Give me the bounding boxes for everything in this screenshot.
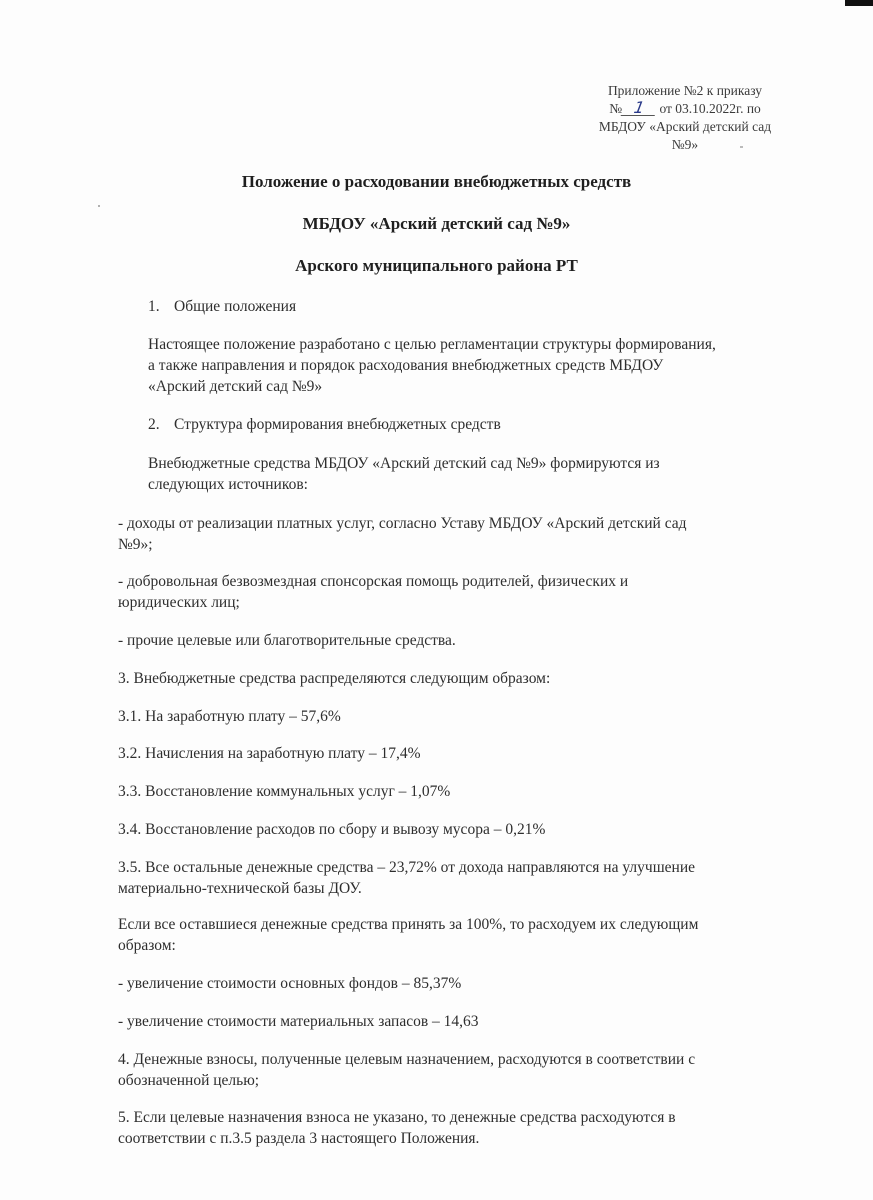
source-item-3: - прочие целевые или благотворительные средства. — [118, 632, 456, 649]
section-2-heading — [148, 414, 501, 435]
section-2-text-line: Внебюджетные средства МБДОУ «Арский детский сад №9» формируются из — [148, 455, 660, 472]
appendix-line-1: Приложение №2 к приказу — [607, 83, 763, 98]
section-heading-text: Структура формирования внебюджетных средств — [174, 416, 501, 433]
order-number-prefix: № — [609, 101, 623, 116]
section-1-text-line: «Арский детский сад №9» — [148, 378, 323, 395]
section-4-line: обозначенной целью; — [118, 1072, 260, 1089]
document-title-org: МБДОУ «Арский детский сад №9» — [302, 214, 571, 233]
appendix-note — [560, 82, 810, 154]
section-5-line: соответствии с п.3.5 раздела 3 настоящего Положения. — [118, 1130, 480, 1147]
document-title-region: Арского муниципального района РТ — [295, 256, 578, 275]
remaining-funds-item-fixed-assets: - увеличение стоимости основных фондов – 85,37% — [118, 975, 462, 992]
section-number: 2. — [148, 416, 160, 433]
source-item-1-line: №9»; — [118, 536, 153, 553]
distribution-item-3-5-line: 3.5. Все остальные денежные средства – 23,72% от дохода направляются на улучшение — [118, 859, 695, 876]
section-1-text-line: Настоящее положение разработано с целью регламентации структуры формирования, — [148, 336, 716, 353]
section-number: 1. — [148, 298, 160, 315]
handwritten-order-number: 1 — [621, 101, 658, 116]
section-4-line: 4. Денежные взносы, полученные целевым назначением, расходуются в соответствии с — [118, 1051, 696, 1068]
section-3-heading: 3. Внебюджетные средства распределяются следующим образом: — [118, 670, 551, 687]
section-1-text-line: а также направления и порядок расходования внебюджетных средств МБДОУ — [148, 357, 664, 374]
distribution-item-3-3: 3.3. Восстановление коммунальных услуг – 1,07% — [118, 783, 451, 800]
remaining-funds-item-inventory: - увеличение стоимости материальных запасов – 14,63 — [118, 1013, 479, 1030]
scan-corner-mark — [845, 0, 873, 6]
appendix-line-3: МБДОУ «Арский детский сад — [598, 119, 772, 134]
document-title: Положение о расходовании внебюджетных средств — [241, 172, 632, 191]
order-date: от 03.10.2022г. по — [659, 101, 761, 116]
section-5-line: 5. Если целевые назначения взноса не указано, то денежные средства расходуются в — [118, 1109, 676, 1126]
section-heading-text: Общие положения — [174, 298, 297, 315]
remaining-funds-line: Если все оставшиеся денежные средства принять за 100%, то расходуем их следующим — [118, 916, 699, 933]
appendix-line-4: №9» — [671, 137, 699, 152]
remaining-funds-line: образом: — [118, 937, 176, 954]
distribution-item-3-1: 3.1. На заработную плату – 57,6% — [118, 708, 341, 725]
distribution-item-3-5-line: материально-технической базы ДОУ. — [118, 880, 362, 897]
section-1-heading — [148, 296, 296, 317]
source-item-2-line: юридических лиц; — [118, 594, 240, 611]
distribution-item-3-2: 3.2. Начисления на заработную плату – 17,4% — [118, 745, 421, 762]
source-item-1-line: - доходы от реализации платных услуг, согласно Уставу МБДОУ «Арский детский сад — [118, 515, 687, 532]
source-item-2-line: - добровольная безвозмездная спонсорская помощь родителей, физических и — [118, 573, 629, 590]
section-2-text-line: следующих источников: — [148, 476, 308, 493]
appendix-line-2 — [560, 100, 810, 118]
distribution-item-3-4: 3.4. Восстановление расходов по сбору и вывозу мусора – 0,21% — [118, 821, 546, 838]
scan-speck — [98, 205, 100, 207]
